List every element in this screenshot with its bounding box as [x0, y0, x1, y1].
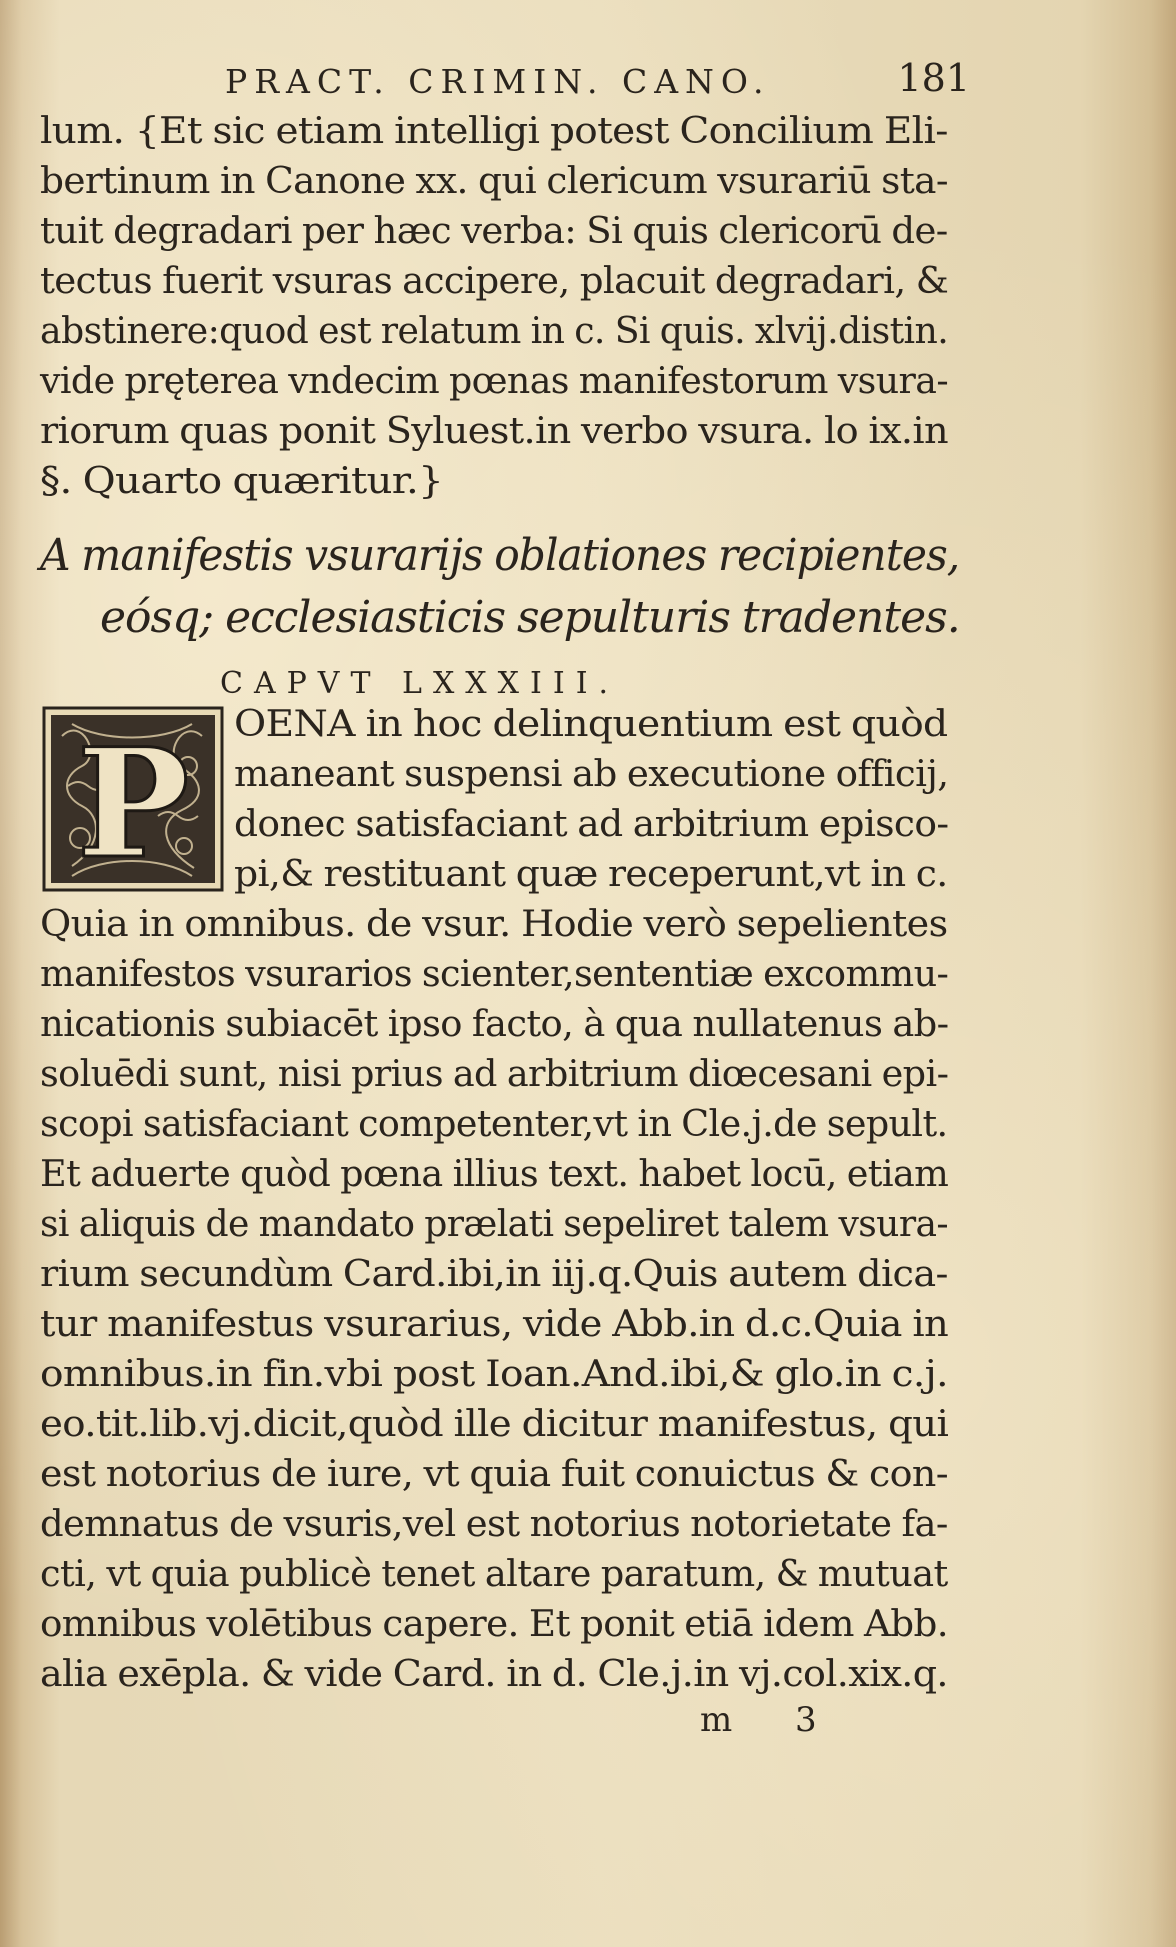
text-line: riorum quas ponit Syluest.in verbo vsura. lo ix.in	[40, 411, 949, 452]
page-header	[40, 50, 970, 110]
text-line: maneant suspensi ab executione officij,	[234, 754, 949, 795]
text-line: omnibus volētibus capere. Et ponit etiā idem Abb.	[40, 1604, 948, 1645]
text-line: scopi satisfaciant competenter,vt in Cle.j.de sepult.	[40, 1104, 948, 1145]
chapter-title-line: eósq; ecclesiasticis sepulturis tradentes.	[100, 592, 960, 643]
text-line: pi,& restituant quæ receperunt,vt in c.	[234, 854, 948, 895]
text-line: lum. {Et sic etiam intelligi potest Concilium Eli-	[40, 111, 948, 152]
text-line: eo.tit.lib.vj.dicit,quòd ille dicitur manifestus, qui	[40, 1404, 949, 1445]
text-line: soluēdi sunt, nisi prius ad arbitrium diœcesani epi-	[40, 1054, 949, 1095]
text-line: tectus fuerit vsuras accipere, placuit degradari, &	[40, 261, 949, 302]
text-line: est notorius de iure, vt quia fuit conuictus & con-	[40, 1454, 948, 1495]
chapter-title-line: A manifestis vsurarijs oblationes recipientes,	[40, 530, 960, 581]
text-line: demnatus de vsuris,vel est notorius notorietate fa-	[40, 1504, 948, 1545]
dropcap-letter: P	[76, 716, 190, 892]
text-line: vide pręterea vndecim pœnas manifestorum vsura-	[40, 361, 948, 402]
text-line: tur manifestus vsurarius, vide Abb.in d.c.Quia in	[40, 1304, 949, 1345]
text-line: Et aduerte quòd pœna illius text. habet locū, etiam	[40, 1154, 949, 1195]
text-line: OENA in hoc delinquentium est quòd	[234, 704, 948, 745]
folio-number: 181	[897, 56, 970, 100]
text-line: si aliquis de mandato prælati sepeliret talem vsura-	[40, 1204, 949, 1245]
text-line: §. Quarto quæritur.}	[40, 461, 444, 502]
text-line: tuit degradari per hæc verba: Si quis clericorū de-	[40, 211, 948, 252]
text-line: Quia in omnibus. de vsur. Hodie verò sepelientes	[40, 904, 948, 945]
text-line: cti, vt quia publicè tenet altare paratum, & mutuat	[40, 1554, 948, 1595]
text-line: alia exēpla. & vide Card. in d. Cle.j.in vj.col.xix.q.	[40, 1654, 948, 1695]
text-line: bertinum in Canone xx. qui clericum vsurariū sta-	[40, 161, 948, 202]
chapter-label: CAPVT LXXXIII.	[220, 666, 620, 701]
running-head: PRACT. CRIMIN. CANO.	[225, 62, 771, 101]
catchword-signature: m 3	[700, 1700, 843, 1740]
text-line: manifestos vsurarios scienter,sententiæ excommu-	[40, 954, 949, 995]
text-line: nicationis subiacēt ipso facto, à qua nullatenus ab-	[40, 1004, 949, 1045]
text-line: donec satisfaciant ad arbitrium episco-	[234, 804, 949, 845]
text-line: abstinere:quod est relatum in c. Si quis. xlvij.distin.	[40, 311, 949, 352]
text-line: omnibus.in fin.vbi post Ioan.And.ibi,& glo.in c.j.	[40, 1354, 948, 1395]
text-line: rium secundùm Card.ibi,in iij.q.Quis autem dica-	[40, 1254, 948, 1295]
decorated-initial-icon	[42, 706, 224, 892]
